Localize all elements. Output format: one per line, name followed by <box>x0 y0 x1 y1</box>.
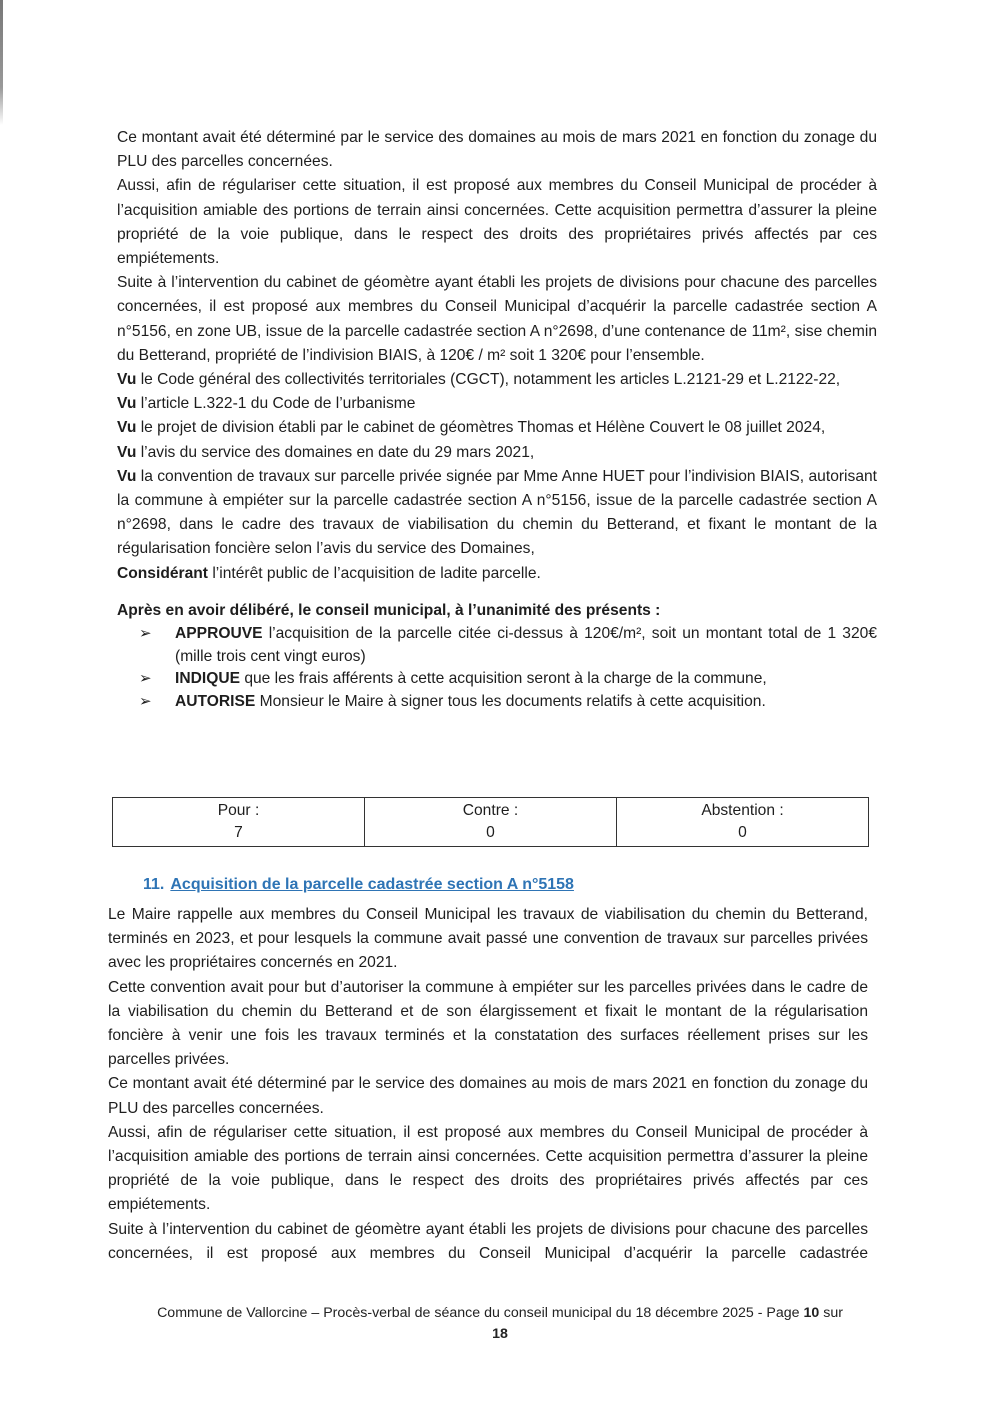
consideration-keyword: Vu <box>117 395 137 413</box>
action-item <box>139 691 877 714</box>
consideration-text: l’intérêt public de l’acquisition de ladite parcelle. <box>207 564 541 582</box>
vote-abstention-label: Abstention : <box>701 802 784 819</box>
paragraph: Le Maire rappelle aux membres du Conseil Municipal les travaux de viabilisation du chemin du Betterand, terminés en 2023, et pour lesquels la commune avait passé une convention de travaux sur parcelles privées avec les propriétaires concernés en 2021. <box>108 906 868 972</box>
action-keyword: APPROUVE <box>175 625 263 643</box>
paragraph: Suite à l’intervention du cabinet de géomètre ayant établi les projets de divisions pour chacune des parcelles concernées, il est proposé aux membres du Conseil Municipal d’acquérir la parcelle cadastrée <box>108 1220 868 1262</box>
section-heading <box>143 876 574 894</box>
page-footer <box>100 1303 900 1345</box>
action-keyword: AUTORISE <box>175 692 256 710</box>
consideration-keyword: Considérant <box>117 564 208 582</box>
paragraph: Ce montant avait été déterminé par le service des domaines au mois de mars 2021 en fonction du zonage du PLU des parcelles concernées. <box>108 1075 868 1117</box>
vote-against-value: 0 <box>486 824 495 841</box>
consideration-text: le projet de division établi par le cabinet de géomètres Thomas et Hélène Couvert le 08 juillet 2024, <box>136 419 826 437</box>
footer-separator: sur <box>819 1305 843 1321</box>
scan-edge-mark <box>0 0 3 125</box>
paragraph: Aussi, afin de régulariser cette situation, il est proposé aux membres du Conseil Municipal de procéder à l’acquisition amiable des portions de terrain ainsi concernées. Cette acquisition permettra d’assurer la pleine propriété de la voie publique, dans le respect des droits des propriétaires privés affectés par ces empiétements. <box>117 177 877 268</box>
arrow-bullet-icon: ➢ <box>139 625 152 643</box>
action-item <box>139 668 877 691</box>
paragraph: Ce montant avait été déterminé par le service des domaines au mois de mars 2021 en fonction du zonage du PLU des parcelles concernées. <box>117 129 877 171</box>
consideration <box>117 562 877 586</box>
consideration <box>117 465 877 562</box>
consideration-text: le Code général des collectivités territoriales (CGCT), notamment les articles L.2121-29 et L.2122-22, <box>136 371 841 389</box>
vote-for-value: 7 <box>234 824 243 841</box>
action-text: Monsieur le Maire à signer tous les documents relatifs à cette acquisition. <box>255 692 766 710</box>
action-item <box>139 623 877 668</box>
footer-page-total: 18 <box>492 1326 508 1342</box>
document-body-section-11 <box>108 903 868 1266</box>
vote-for-cell <box>113 798 365 847</box>
paragraph: Cette convention avait pour but d’autoriser la commune à empiéter sur les parcelles privées dans le cadre de la viabilisation du chemin du Betterand et de son élargissement et fixait le montant de la régularisation foncière à venir une fois les travaux terminés et la constatation des surfaces réellement prises sur les parcelles privées. <box>108 978 868 1069</box>
paragraph: Aussi, afin de régulariser cette situation, il est proposé aux membres du Conseil Municipal de procéder à l’acquisition amiable des portions de terrain ainsi concernées. Cette acquisition permettra d’assurer la pleine propriété de la voie publique, dans le respect des droits des propriétaires privés affectés par ces empiétements. <box>108 1123 868 1214</box>
footer-text: Commune de Vallorcine – Procès-verbal de séance du conseil municipal du 18 décembre 2025 - Page <box>157 1305 804 1321</box>
footer-page-number: 10 <box>803 1305 820 1321</box>
consideration <box>117 416 877 440</box>
paragraph: Suite à l’intervention du cabinet de géomètre ayant établi les projets de divisions pour chacune des parcelles concernées, il est proposé aux membres du Conseil Municipal d’acquérir la parcelle cadastrée section A n°5156, en zone UB, issue de la parcelle cadastrée section A n°2698, d’une contenance de 11m², sise chemin du Betterand, propriété de l’indivision BIAIS, à 120€ / m² soit 1 320€ pour l’ensemble. <box>117 274 877 364</box>
arrow-bullet-icon: ➢ <box>139 670 152 688</box>
vote-against-label: Contre : <box>462 802 519 819</box>
section-title: Acquisition de la parcelle cadastrée section A n°5158 <box>170 876 574 893</box>
action-list <box>117 623 877 713</box>
consideration-keyword: Vu <box>117 419 137 437</box>
consideration-text: la convention de travaux sur parcelle privée signée par Mme Anne HUET pour l’indivision BIAIS, autorisant la commune à empiéter sur la parcelle cadastrée section A n°5156, issue de la parcelle cadastrée section A n°2698, dans le cadre des travaux de viabilisation du chemin du Betterand, et fixant le montant de la régularisation foncière selon l’avis du service des Domaines, <box>117 467 877 558</box>
vote-row <box>113 798 869 847</box>
consideration <box>117 392 877 416</box>
arrow-bullet-icon: ➢ <box>139 692 152 710</box>
vote-table <box>112 797 869 847</box>
action-text: que les frais afférents à cette acquisition seront à la charge de la commune, <box>239 670 767 688</box>
vote-abstention-cell <box>617 798 869 847</box>
consideration <box>117 368 877 392</box>
consideration <box>117 441 877 465</box>
consideration-keyword: Vu <box>117 443 137 461</box>
decision-intro: Après en avoir délibéré, le conseil municipal, à l’unanimité des présents : <box>117 601 661 619</box>
document-body-top <box>117 126 877 713</box>
section-number: 11. <box>143 876 165 893</box>
action-text: l’acquisition de la parcelle citée ci-dessus à 120€/m², soit un montant total de 1 320€ (mille trois cent vingt euros) <box>175 625 877 665</box>
consideration-keyword: Vu <box>117 467 137 485</box>
action-keyword: INDIQUE <box>175 670 240 688</box>
consideration-keyword: Vu <box>117 371 137 389</box>
vote-abstention-value: 0 <box>738 824 747 841</box>
consideration-text: l’article L.322-1 du Code de l’urbanisme <box>136 395 416 413</box>
vote-against-cell <box>365 798 617 847</box>
consideration-text: l’avis du service des domaines en date du 29 mars 2021, <box>136 443 535 461</box>
vote-for-label: Pour : <box>217 802 260 819</box>
